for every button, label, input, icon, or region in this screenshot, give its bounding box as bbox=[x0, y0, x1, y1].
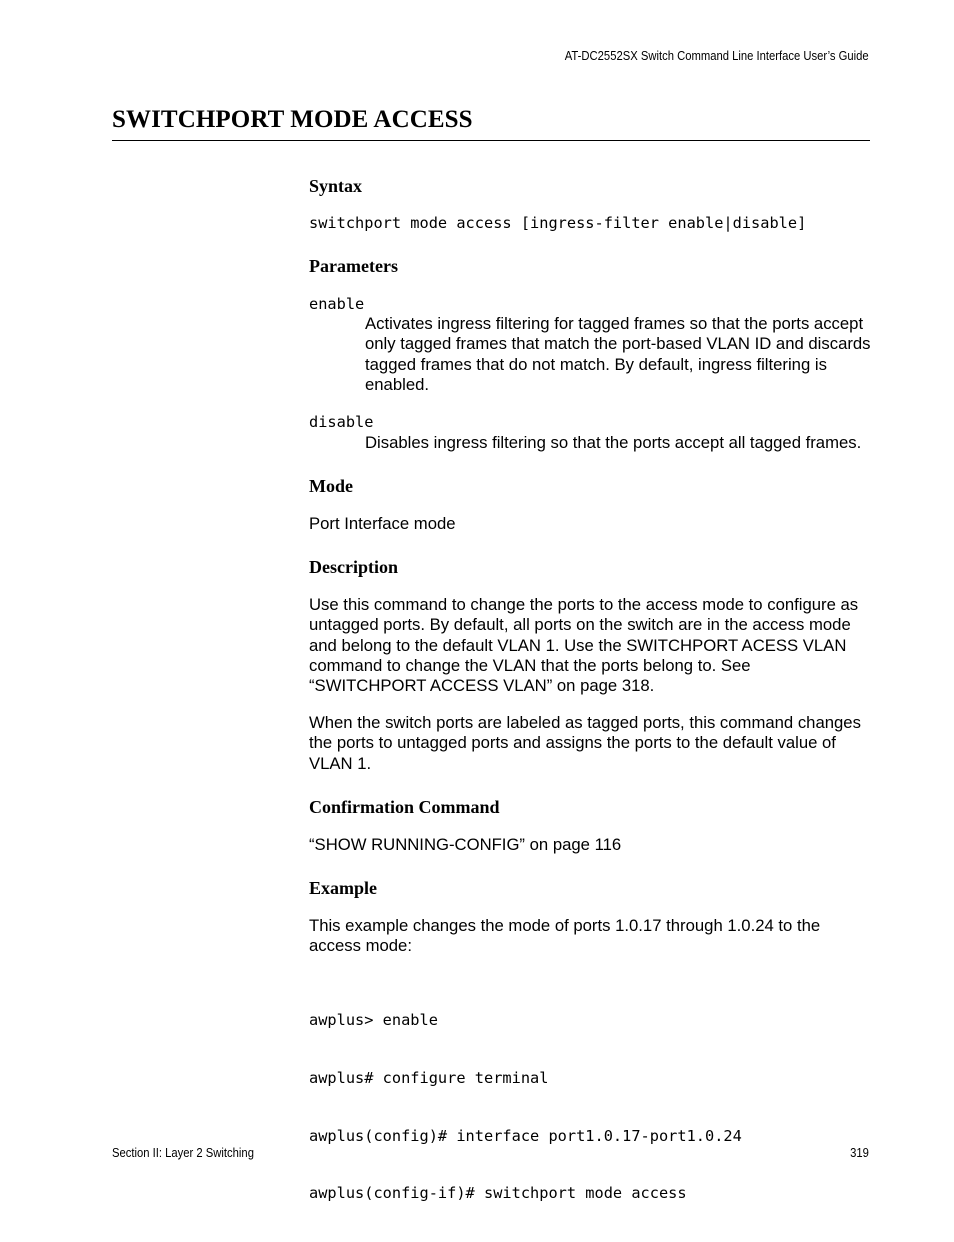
description-paragraph-1: Use this command to change the ports to the access mode to configure as untagged ports. By default, all ports on the switch are in the access mode and belong to the default VLAN 1. Use the SWITCHPORT ACESS VLAN command to change the VLAN that the ports belong to. See “SWITCHPORT ACCESS VLAN” on page 318. bbox=[309, 595, 859, 696]
mode-text: Port Interface mode bbox=[309, 514, 456, 533]
code-line: awplus(config-if)# switchport mode access bbox=[309, 1184, 687, 1203]
syntax-command: switchport mode access [ingress-filter enable|disable] bbox=[309, 214, 807, 232]
code-line: awplus(config)# interface port1.0.17-port1.0.24 bbox=[309, 1126, 742, 1145]
page-title: SWITCHPORT MODE ACCESS bbox=[112, 106, 473, 133]
mode-heading: Mode bbox=[309, 476, 353, 496]
parameters-heading: Parameters bbox=[309, 256, 398, 276]
footer-section: Section II: Layer 2 Switching bbox=[112, 1146, 254, 1160]
example-heading: Example bbox=[309, 878, 378, 898]
example-text: This example changes the mode of ports 1.0.17 through 1.0.24 to the access mode: bbox=[309, 916, 821, 956]
example-code-block bbox=[309, 973, 742, 1242]
parameter-name-enable: enable bbox=[309, 295, 365, 313]
parameter-description-disable: Disables ingress filtering so that the ports accept all tagged frames. bbox=[365, 433, 862, 452]
code-line: awplus> enable bbox=[309, 1011, 438, 1030]
running-header: AT-DC2552SX Switch Command Line Interface User’s Guide bbox=[565, 49, 869, 63]
code-line: awplus# configure terminal bbox=[309, 1069, 549, 1088]
confirmation-text: “SHOW RUNNING-CONFIG” on page 116 bbox=[309, 835, 622, 854]
parameter-name-disable: disable bbox=[309, 413, 374, 431]
description-heading: Description bbox=[309, 557, 398, 577]
description-paragraph-2: When the switch ports are labeled as tagged ports, this command changes the ports to untagged ports and assigns the ports to the default value of VLAN 1. bbox=[309, 713, 861, 773]
title-rule bbox=[112, 140, 870, 141]
confirmation-heading: Confirmation Command bbox=[309, 797, 500, 817]
syntax-heading: Syntax bbox=[309, 176, 363, 196]
parameter-description-enable: Activates ingress filtering for tagged frames so that the ports accept only tagged frames that match the port-based VLAN ID and discards tagged frames that do not match. By default, ingress filtering is enabled. bbox=[365, 314, 871, 394]
footer-page-number: 319 bbox=[850, 1146, 869, 1160]
